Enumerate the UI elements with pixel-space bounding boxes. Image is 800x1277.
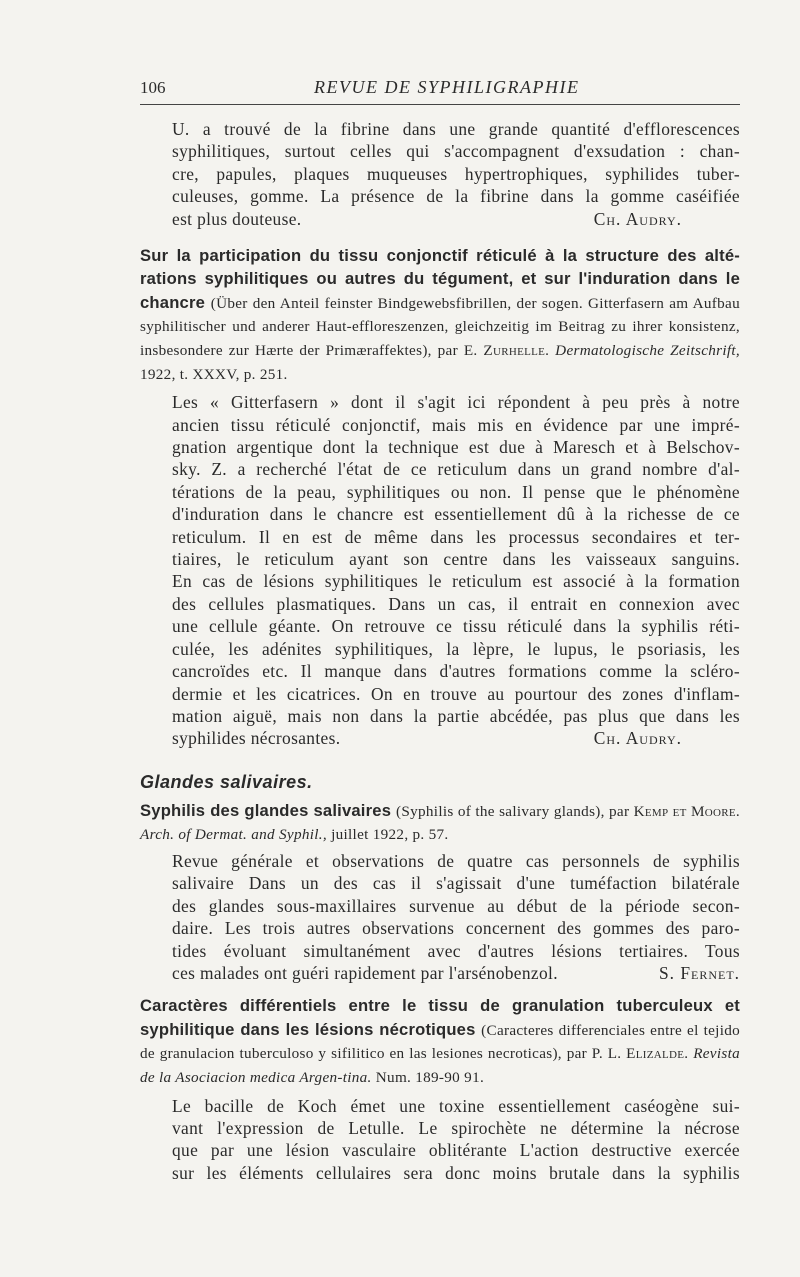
- text-line: cre, papules, plaques muqueuses hypertrophiques, syphilides tuber-: [172, 163, 740, 184]
- text-line: gnation argentique dont la technique est due à Maresch et à Belschov-: [172, 437, 740, 458]
- text-line: cancroïdes etc. Il manque dans d'autres formations comme la scléro-: [172, 661, 740, 682]
- text-line: salivaire Dans un des cas il s'agissait d'une tuméfaction bilatérale: [172, 873, 740, 894]
- text-line: syphilitiques, surtout celles qui s'accompagnent d'exsudation : chan-: [172, 141, 740, 162]
- text-line: vant l'expression de Letulle. Le spirochète ne détermine la nécrose: [172, 1117, 740, 1138]
- text-line: térations de la peau, syphilitiques ou non. Il pense que le phénomène: [172, 481, 740, 502]
- text-line: Revue générale et observations de quatre cas personnels de syphilis: [172, 850, 740, 871]
- section-title: Sur la participation du tissu conjonctif réticulé à la structure des alté-rations syphilitiques ou autres du tégument, et sur l'induration dans le chancre: [140, 246, 740, 312]
- running-header: [140, 70, 740, 105]
- text-line: Le bacille de Koch émet une toxine essentiellement caséogène sui-: [172, 1095, 740, 1116]
- text-line: sky. Z. a recherché l'état de ce reticulum dans un grand nombre d'al-: [172, 459, 740, 480]
- section-caracteres-title: [140, 994, 740, 1088]
- text-line: daire. Les trois autres observations concernent des gommes des paro-: [172, 918, 740, 939]
- text-line: culée, les adénites syphilitiques, la lèpre, le lupus, le psoriasis, les: [172, 638, 740, 659]
- text-line: des cellules plasmatiques. Dans un cas, il entrait en connexion avec: [172, 593, 740, 614]
- paragraph-glandes: [140, 850, 740, 984]
- section-title: Caractères différentiels entre le tissu de granulation tuberculeux et syphilitique dans les lésions nécrotiques: [140, 996, 740, 1039]
- author-signature: S. Fernet.: [658, 962, 740, 983]
- text-line: En cas de lésions syphilitiques le reticulum est associé à la formation: [172, 571, 740, 592]
- text-line: Les « Gitterfasern » dont il s'agit ici répondent à peu près à notre: [172, 392, 740, 413]
- reference: (Syphilis of the salivary glands), par Kemp et Moore. Arch. of Dermat. and Syphil., juillet 1922, p. 57.: [140, 802, 741, 844]
- text-line: des glandes sous-maxillaires survenue au début de la période secon-: [172, 895, 740, 916]
- text-line: ces malades ont guéri rapidement par l'arsénobenzol. S. Fernet.: [172, 962, 740, 983]
- reference: (Caracteres differenciales entre el tejido de granulacion tuberculoso y sifilitico en las lesiones necroticas), par P. L. Elizalde. Revista de la Asociacion medica Argen-tina. Num. 189-90 91.: [140, 1021, 740, 1086]
- text-line: mation aiguë, mais non dans la partie abcédée, pas plus que dans les: [172, 705, 740, 726]
- text-line: ancien tissu réticulé conjonctif, mais mis en évidence par une impré-: [172, 414, 740, 435]
- text-line: U. a trouvé de la fibrine dans une grande quantité d'efflorescences: [172, 119, 740, 139]
- text-line: syphilides nécrosantes. Ch. Audry.: [172, 728, 682, 749]
- author-signature: Ch. Audry.: [593, 728, 682, 749]
- text-line: reticulum. Il en est de même dans les processus secondaires et ter-: [172, 526, 740, 547]
- text-line: tiaires, le reticulum ayant son centre dans les vaisseaux sanguins.: [172, 549, 740, 570]
- paragraph-caracteres: [140, 1095, 740, 1185]
- text-line: sur les éléments cellulaires sera donc moins brutale dans la syphilis: [172, 1162, 740, 1183]
- text-line: dermie et les cicatrices. On en trouve au pourtour des zones d'inflam-: [172, 683, 740, 704]
- section-title: Syphilis des glandes salivaires: [140, 800, 392, 820]
- text-line: est plus douteuse. Ch. Audry.: [172, 208, 682, 229]
- section-gitterfasern: [140, 244, 740, 385]
- page: [140, 70, 740, 1184]
- paragraph-fibrine: [140, 118, 740, 230]
- running-title: REVUE DE SYPHILIGRAPHIE: [314, 77, 580, 97]
- paragraph-gitterfasern: [140, 391, 740, 750]
- section-heading-glandes: Glandes salivaires.: [140, 771, 313, 792]
- text-line: d'induration dans le chancre est essentiellement dû à la richesse de ce: [172, 504, 740, 525]
- text-line: que par une lésion vasculaire oblitérante L'action destructive exercée: [172, 1140, 740, 1161]
- reference: (Über den Anteil feinster Bindgewebsfibrillen, der sogen. Gitterfasern am Aufbau syphilitischer und anderer Haut-effloreszenzen, gleichzeitig im Beitrag zu ihrer konsistenz, insbesondere zur Hærte der Primæraffektes), par E. Zurhelle. Dermatologische Zeitschrift, 1922, t. XXXV, p. 251.: [140, 294, 740, 383]
- section-glandes-title: [140, 799, 740, 846]
- text-line: tides évoluant simultanément avec d'autres lésions tertiaires. Tous: [172, 940, 740, 961]
- page-number: 106: [140, 78, 166, 97]
- text-line: une cellule géante. On retrouve ce tissu réticulé dans la syphilis réti-: [172, 616, 740, 637]
- author-signature: Ch. Audry.: [593, 208, 682, 229]
- text-line: culeuses, gomme. La présence de la fibrine dans la gomme caséifiée: [172, 186, 740, 207]
